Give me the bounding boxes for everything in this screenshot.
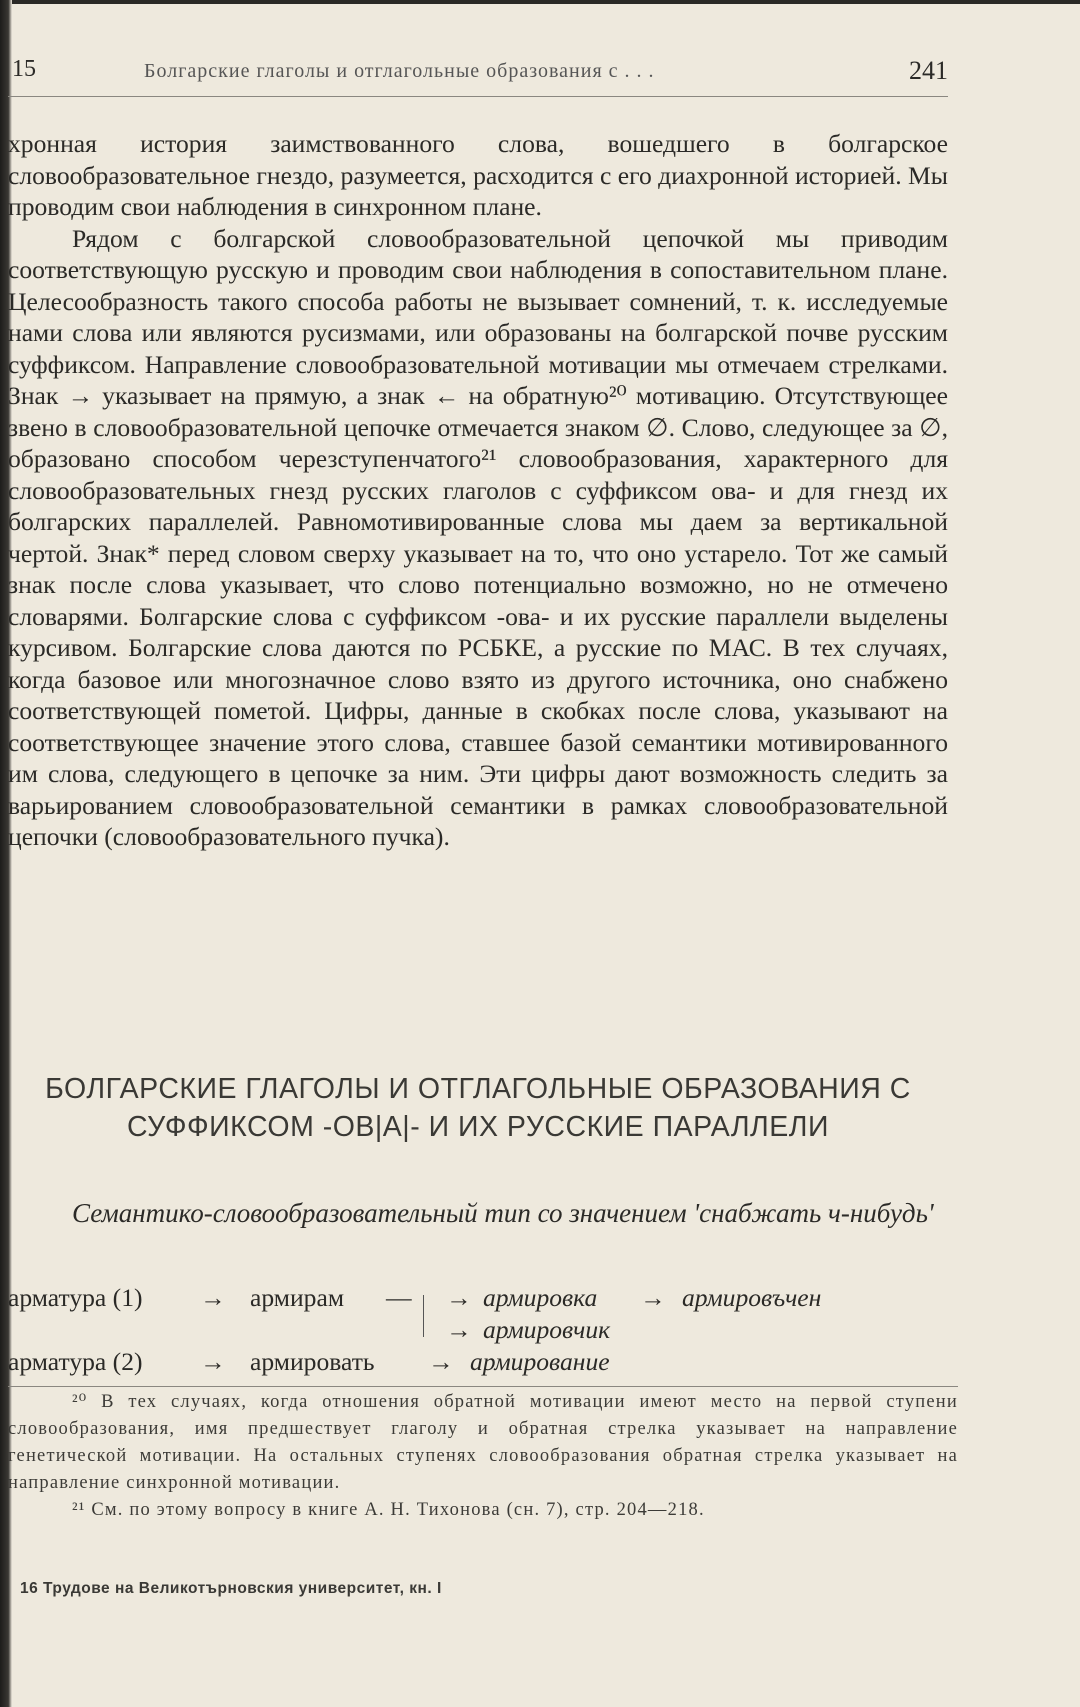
footnote-20: ²⁰ В тех случаях, когда отношения обратной мотивации имеют место на первой ступени словообразования, имя предшествует глаголу и обратная стрелка указывает на направление генетической мотивации. На остальных ступенях словообразования обратная стрелка указывает на направление синхронной мотивации.	[8, 1392, 958, 1493]
chain-row-2	[8, 1314, 948, 1346]
body-text	[8, 128, 948, 853]
page-number-right: 241	[909, 56, 948, 85]
chain-arrow: →	[200, 1283, 226, 1312]
chain-derivative: армировчик	[483, 1315, 611, 1344]
chain-derivative: армирование	[470, 1347, 610, 1376]
paragraph-2: Рядом с болгарской словообразовательной цепочкой мы приводим соответствующую русскую и проводим свои наблюдения в сопоставительном плане. Целесообразность такого способа работы не вызывает сомнений, т. к. исследуемые нами слова или являются русизмами, или образованы на болгарской почве русским суффиксом. Направление словообразовательной мотивации мы отмечаем стрелками. Знак → указывает на прямую, а знак ← на обратную²⁰ мотивацию. Отсутствующее звено в словообразовательной цепочке отмечается знаком ∅. Слово, следующее за ∅, образовано способом черезступенчатого²¹ словообразования, характерного для словообразовательных гнезд русских глаголов с суффиксом ова- и для гнезд их болгарских параллелей. Равномотивированные слова мы даем за вертикальной чертой. Знак* перед словом сверху указывает на то, что оно устарело. Тот же самый знак после слова указывает, что слово потенциально возможно, но не отмечено словарями. Болгарские слова с суффиксом -ова- и их русские параллели выделены курсивом. Болгарские слова даются по РСБКЕ, а русские по МАС. В тех случаях, когда базовое или многозначное слово взято из другого источника, оно снабжено соответствующей пометой. Цифры, данные в скобках после слова, указывают на соответствующее значение этого слова, ставшее базой семантики мотивированного им слова, следующего в цепочке за ним. Эти цифры дают возможность следить за варьированием словообразовательной семантики в рамках словообразовательной цепочки (словообразовательного пучка).	[8, 223, 948, 851]
chain-derivative: армировка	[483, 1283, 598, 1312]
chain-arrow: →	[446, 1315, 472, 1344]
chain-verb: армировать	[250, 1347, 375, 1376]
chain-row-3	[8, 1346, 948, 1378]
chain-base-word: арматура (1)	[8, 1283, 143, 1312]
chain-arrow: →	[640, 1283, 666, 1312]
semantic-type-title: Семантико-словообразовательный тип со значением 'снабжать ч-нибудь'	[72, 1198, 934, 1228]
section-heading: БОЛГАРСКИЕ ГЛАГОЛЫ И ОТГЛАГОЛЬНЫЕ ОБРАЗОВАНИЯ С СУФФИКСОМ -ОВ|А|- И ИХ РУССКИЕ ПАРАЛЛЕЛИ	[45, 1073, 911, 1143]
chain-verb: армирам	[250, 1283, 345, 1312]
chain-arrow: →	[446, 1283, 472, 1312]
running-title: Болгарские глаголы и отглагольные образования с . . .	[144, 60, 655, 82]
chain-base-word: арматура (2)	[8, 1347, 143, 1376]
footnote-21: ²¹ См. по этому вопросу в книге А. Н. Тихонова (сн. 7), стр. 204—218.	[72, 1500, 705, 1520]
chain-dash: —	[386, 1283, 412, 1312]
page-top-edge	[0, 0, 1080, 4]
chain-arrow: →	[428, 1347, 454, 1376]
chain-row-1	[8, 1282, 948, 1314]
page-footer: 16 Трудове на Великотърновския университет, кн. I	[20, 1580, 442, 1597]
chain-arrow: →	[200, 1347, 226, 1376]
paragraph-1: хронная история заимствованного слова, вошедшего в болгарское словообразовательное гнездо, разумеется, расходится с его диахронной историей. Мы проводим свои наблюдения в синхронном плане.	[8, 129, 948, 221]
page-number-left: 15	[12, 56, 36, 82]
equal-motivation-bracket	[423, 1295, 432, 1337]
footnotes	[8, 1386, 958, 1524]
running-header	[8, 56, 948, 97]
derivation-chains	[8, 1282, 948, 1378]
chain-derivative: армировъчен	[682, 1283, 822, 1312]
